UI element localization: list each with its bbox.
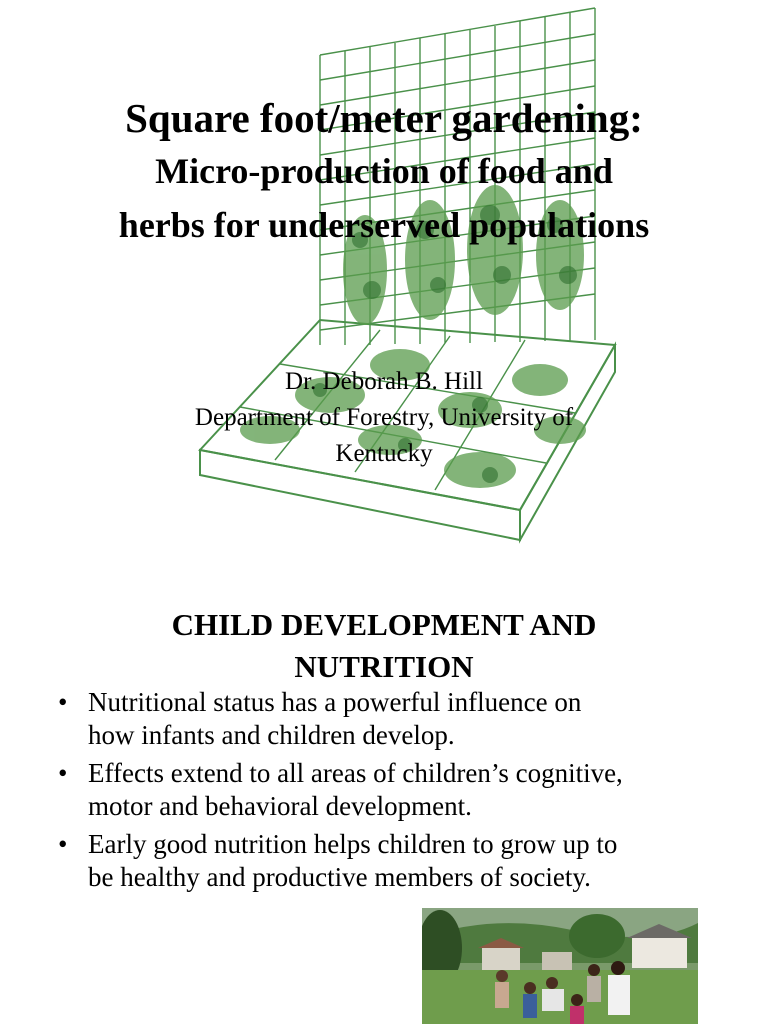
bullet-text-line: Effects extend to all areas of children’s cognitive, — [88, 758, 623, 788]
raised-garden-bed-with-trellis-icon — [190, 0, 630, 560]
slide-heading — [60, 604, 708, 688]
heading-line-1: CHILD DEVELOPMENT AND — [171, 607, 597, 642]
affiliation-line-1: Department of Forestry, University of — [194, 404, 574, 431]
bullet-icon: • — [58, 829, 68, 859]
bullet-item — [58, 686, 738, 752]
heading-line-2: NUTRITION — [294, 649, 474, 684]
author-name: Dr. Deborah B. Hill — [285, 368, 483, 395]
bullet-icon: • — [58, 758, 68, 788]
bullet-list — [58, 686, 738, 899]
content-slide — [0, 600, 768, 1024]
bullet-text-line: Early good nutrition helps children to grow up to — [88, 829, 618, 859]
affiliation-line-2: Kentucky — [335, 440, 433, 467]
bullet-item — [58, 828, 738, 894]
title-line-1: Square foot/meter gardening: — [125, 95, 643, 141]
title-line-3: herbs for underserved populations — [118, 205, 650, 245]
bullet-icon: • — [58, 687, 68, 717]
bullet-text-line: be healthy and productive members of society. — [88, 862, 591, 892]
author-info — [130, 364, 638, 472]
bullet-item — [58, 757, 738, 823]
bullet-text-line: how infants and children develop. — [88, 720, 455, 750]
children-outdoors-photo — [422, 908, 698, 1024]
title-line-2: Micro-production of food and — [155, 151, 613, 191]
slide-title — [0, 92, 768, 252]
bullet-text-line: Nutritional status has a powerful influence on — [88, 687, 582, 717]
bullet-text-line: motor and behavioral development. — [88, 791, 472, 821]
